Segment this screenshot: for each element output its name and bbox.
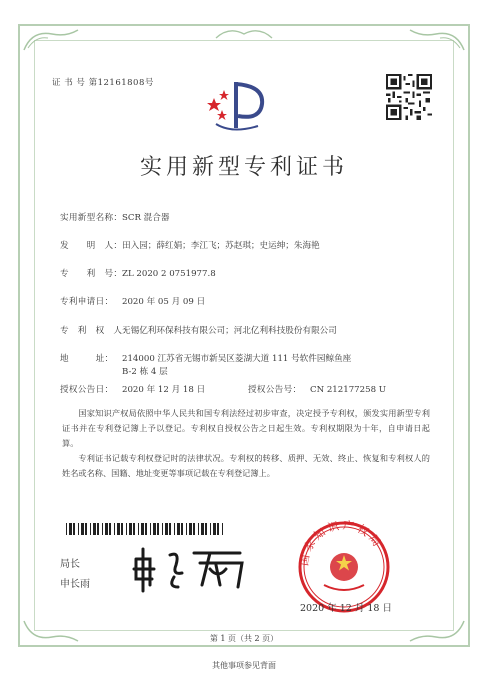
certificate-number: 证 书 号 第12161808号 xyxy=(52,78,154,88)
qr-code xyxy=(386,74,432,120)
field-value: CN 212177258 U xyxy=(310,385,387,395)
field-patent-number xyxy=(60,267,216,279)
corner-ornament-top-left xyxy=(22,28,80,52)
top-center-ornament xyxy=(214,26,274,40)
field-label: 授权公告日： xyxy=(60,385,114,395)
legal-status-paragraph: 专利证书记载专利权登记时的法律状况。专利权的转移、质押、无效、终止、恢复和专利权人的姓名或名称、国籍、地址变更等事项记载在专利登记簿上。 xyxy=(62,453,430,478)
director-signature xyxy=(130,545,250,593)
page-number: 第 1 页（共 2 页） xyxy=(209,634,279,643)
field-address xyxy=(60,352,351,364)
field-address-line2: B-2 栋 4 层 xyxy=(122,367,168,377)
document-title: 实用新型专利证书 xyxy=(139,155,348,180)
field-value: 214000 江苏省无锡市新吴区菱湖大道 111 号软件园鲸鱼座 xyxy=(122,354,352,364)
field-value: 2020 年 12 月 18 日 xyxy=(122,385,206,395)
field-label: 实用新型名称： xyxy=(60,213,123,223)
field-value: 无锡亿利环保科技有限公司；河北亿利科技股份有限公司 xyxy=(122,326,337,336)
field-value: ZL 2020 2 0751977.8 xyxy=(122,269,216,279)
director-title: 局长 xyxy=(60,559,80,570)
field-label: 专利申请日： xyxy=(60,297,114,307)
field-value: 田入园；薛红娟；李江飞；苏赵琪；史运绅；朱海艳 xyxy=(122,241,320,251)
seal-date: 2020 年 12 月 18 日 xyxy=(300,603,392,614)
field-label: 授权公告号： xyxy=(248,385,302,395)
barcode xyxy=(66,523,226,535)
field-grant-number xyxy=(248,383,386,395)
field-label: 发 明 人： xyxy=(60,241,123,251)
field-filing-date xyxy=(60,295,205,307)
director-name: 申长雨 xyxy=(60,579,90,590)
svg-text:国家知识产权局: 国家知识产权局 xyxy=(297,518,386,567)
field-label: 地 址： xyxy=(60,354,114,364)
field-utility-model-name xyxy=(60,211,169,223)
field-label: 专 利 权 人： xyxy=(60,326,132,336)
footer-note: 其他事项参见背面 xyxy=(212,661,276,670)
field-value: SCR 混合器 xyxy=(122,213,170,223)
cnipa-logo-icon xyxy=(202,76,270,138)
grant-statement-paragraph: 国家知识产权局依照中华人民共和国专利法经过初步审查，决定授予专利权，颁发实用新型专利证书并在专利登记簿上予以登记。专利权自授权公告之日起生效。专利权期限为十年，自申请日起算。 xyxy=(62,408,430,448)
field-label: 专 利 号： xyxy=(60,269,123,279)
field-inventor xyxy=(60,239,320,251)
field-patentee xyxy=(60,324,337,336)
corner-ornament-top-right xyxy=(408,28,466,52)
field-value: 2020 年 05 月 09 日 xyxy=(122,297,206,307)
field-grant-date xyxy=(60,383,205,395)
